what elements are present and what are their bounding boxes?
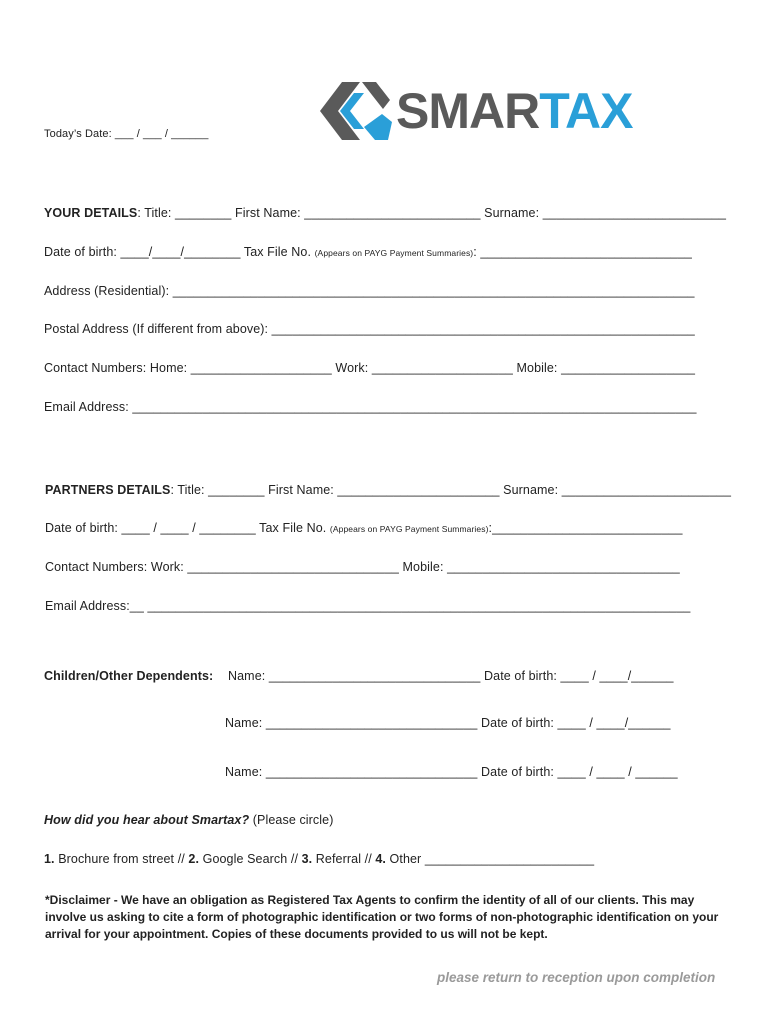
option-google[interactable]: Google Search // [199, 852, 302, 866]
smartax-logo [320, 80, 690, 142]
postal-address-field[interactable]: Postal Address (If different from above): ____________________________________________________________ [44, 322, 695, 336]
your-details-name-fields[interactable]: : Title: ________ First Name: _________________________ Surname: __________________________ [137, 206, 727, 220]
option-brochure[interactable]: Brochure from street // [54, 852, 189, 866]
option-1-number: 1. [44, 852, 55, 866]
your-details-heading: YOUR DETAILS [44, 206, 138, 220]
todays-date-field[interactable]: Today’s Date: ___ / ___ / ______ [44, 128, 209, 140]
partner-tfn-field[interactable]: :___________________________ [488, 521, 683, 535]
partner-dob-field[interactable]: Date of birth: ____ / ____ / ________ Tax File No. [45, 521, 330, 535]
your-contact-numbers-field[interactable]: Contact Numbers: Home: ____________________ Work: ____________________ Mobile: ___________________ [44, 361, 696, 375]
logo-word-smar: SMAR [396, 83, 540, 139]
logo-word-tax: TAX [539, 83, 633, 139]
option-4-number: 4. [375, 852, 386, 866]
smartax-logo-mark-icon [320, 80, 392, 142]
your-email-field[interactable]: Email Address: ________________________________________________________________________________ [44, 400, 697, 414]
children-dependents-label: Children/Other Dependents: [44, 669, 214, 683]
child-row-1[interactable]: Name: ______________________________ Date of birth: ____ / ____/______ [228, 669, 674, 683]
partner-email-field[interactable]: Email Address:__ _____________________________________________________________________________ [45, 599, 691, 613]
partner-dob-tfn-row[interactable] [45, 521, 683, 535]
option-2-number: 2. [188, 852, 200, 866]
partner-payg-note: (Appears on PAYG Payment Summaries) [329, 524, 489, 534]
hear-about-options[interactable] [44, 852, 594, 866]
option-other[interactable]: Other ________________________ [385, 852, 595, 866]
hear-question-text: How did you hear about Smartax? [44, 813, 250, 827]
partner-contact-numbers-field[interactable]: Contact Numbers: Work: ______________________________ Mobile: _________________________________ [45, 560, 680, 574]
hear-about-question [44, 813, 333, 827]
child-row-3[interactable]: Name: ______________________________ Date of birth: ____ / ____ / ______ [225, 765, 678, 779]
payg-note: (Appears on PAYG Payment Summaries) [314, 248, 474, 258]
partners-details-heading: PARTNERS DETAILS [45, 483, 171, 497]
logo-wordmark [396, 82, 633, 140]
option-3-number: 3. [301, 852, 313, 866]
your-details-name-row[interactable] [44, 206, 726, 220]
disclaimer-text: *Disclaimer - We have an obligation as Registered Tax Agents to confirm the identity of all of our clients. This may involve us asking to cite a form of photographic identification or two forms of non-photographic identification on your arrival for your appointment. Copies of these documents provided to us will not be kept. [45, 893, 719, 941]
residential-address-field[interactable]: Address (Residential): __________________________________________________________________________ [44, 284, 695, 298]
child-row-2[interactable]: Name: ______________________________ Date of birth: ____ / ____/______ [225, 716, 671, 730]
hear-note: (Please circle) [249, 813, 334, 827]
your-dob-tfn-row[interactable] [44, 245, 692, 259]
your-dob-field[interactable]: Date of birth: ____/____/________ Tax File No. [44, 245, 315, 259]
partner-name-row[interactable] [45, 483, 731, 497]
partner-name-fields[interactable]: : Title: ________ First Name: _______________________ Surname: ________________________ [170, 483, 731, 497]
option-referral[interactable]: Referral // [312, 852, 376, 866]
footer-note: please return to reception upon completion [437, 970, 716, 985]
your-tfn-field[interactable]: : ______________________________ [473, 245, 692, 259]
